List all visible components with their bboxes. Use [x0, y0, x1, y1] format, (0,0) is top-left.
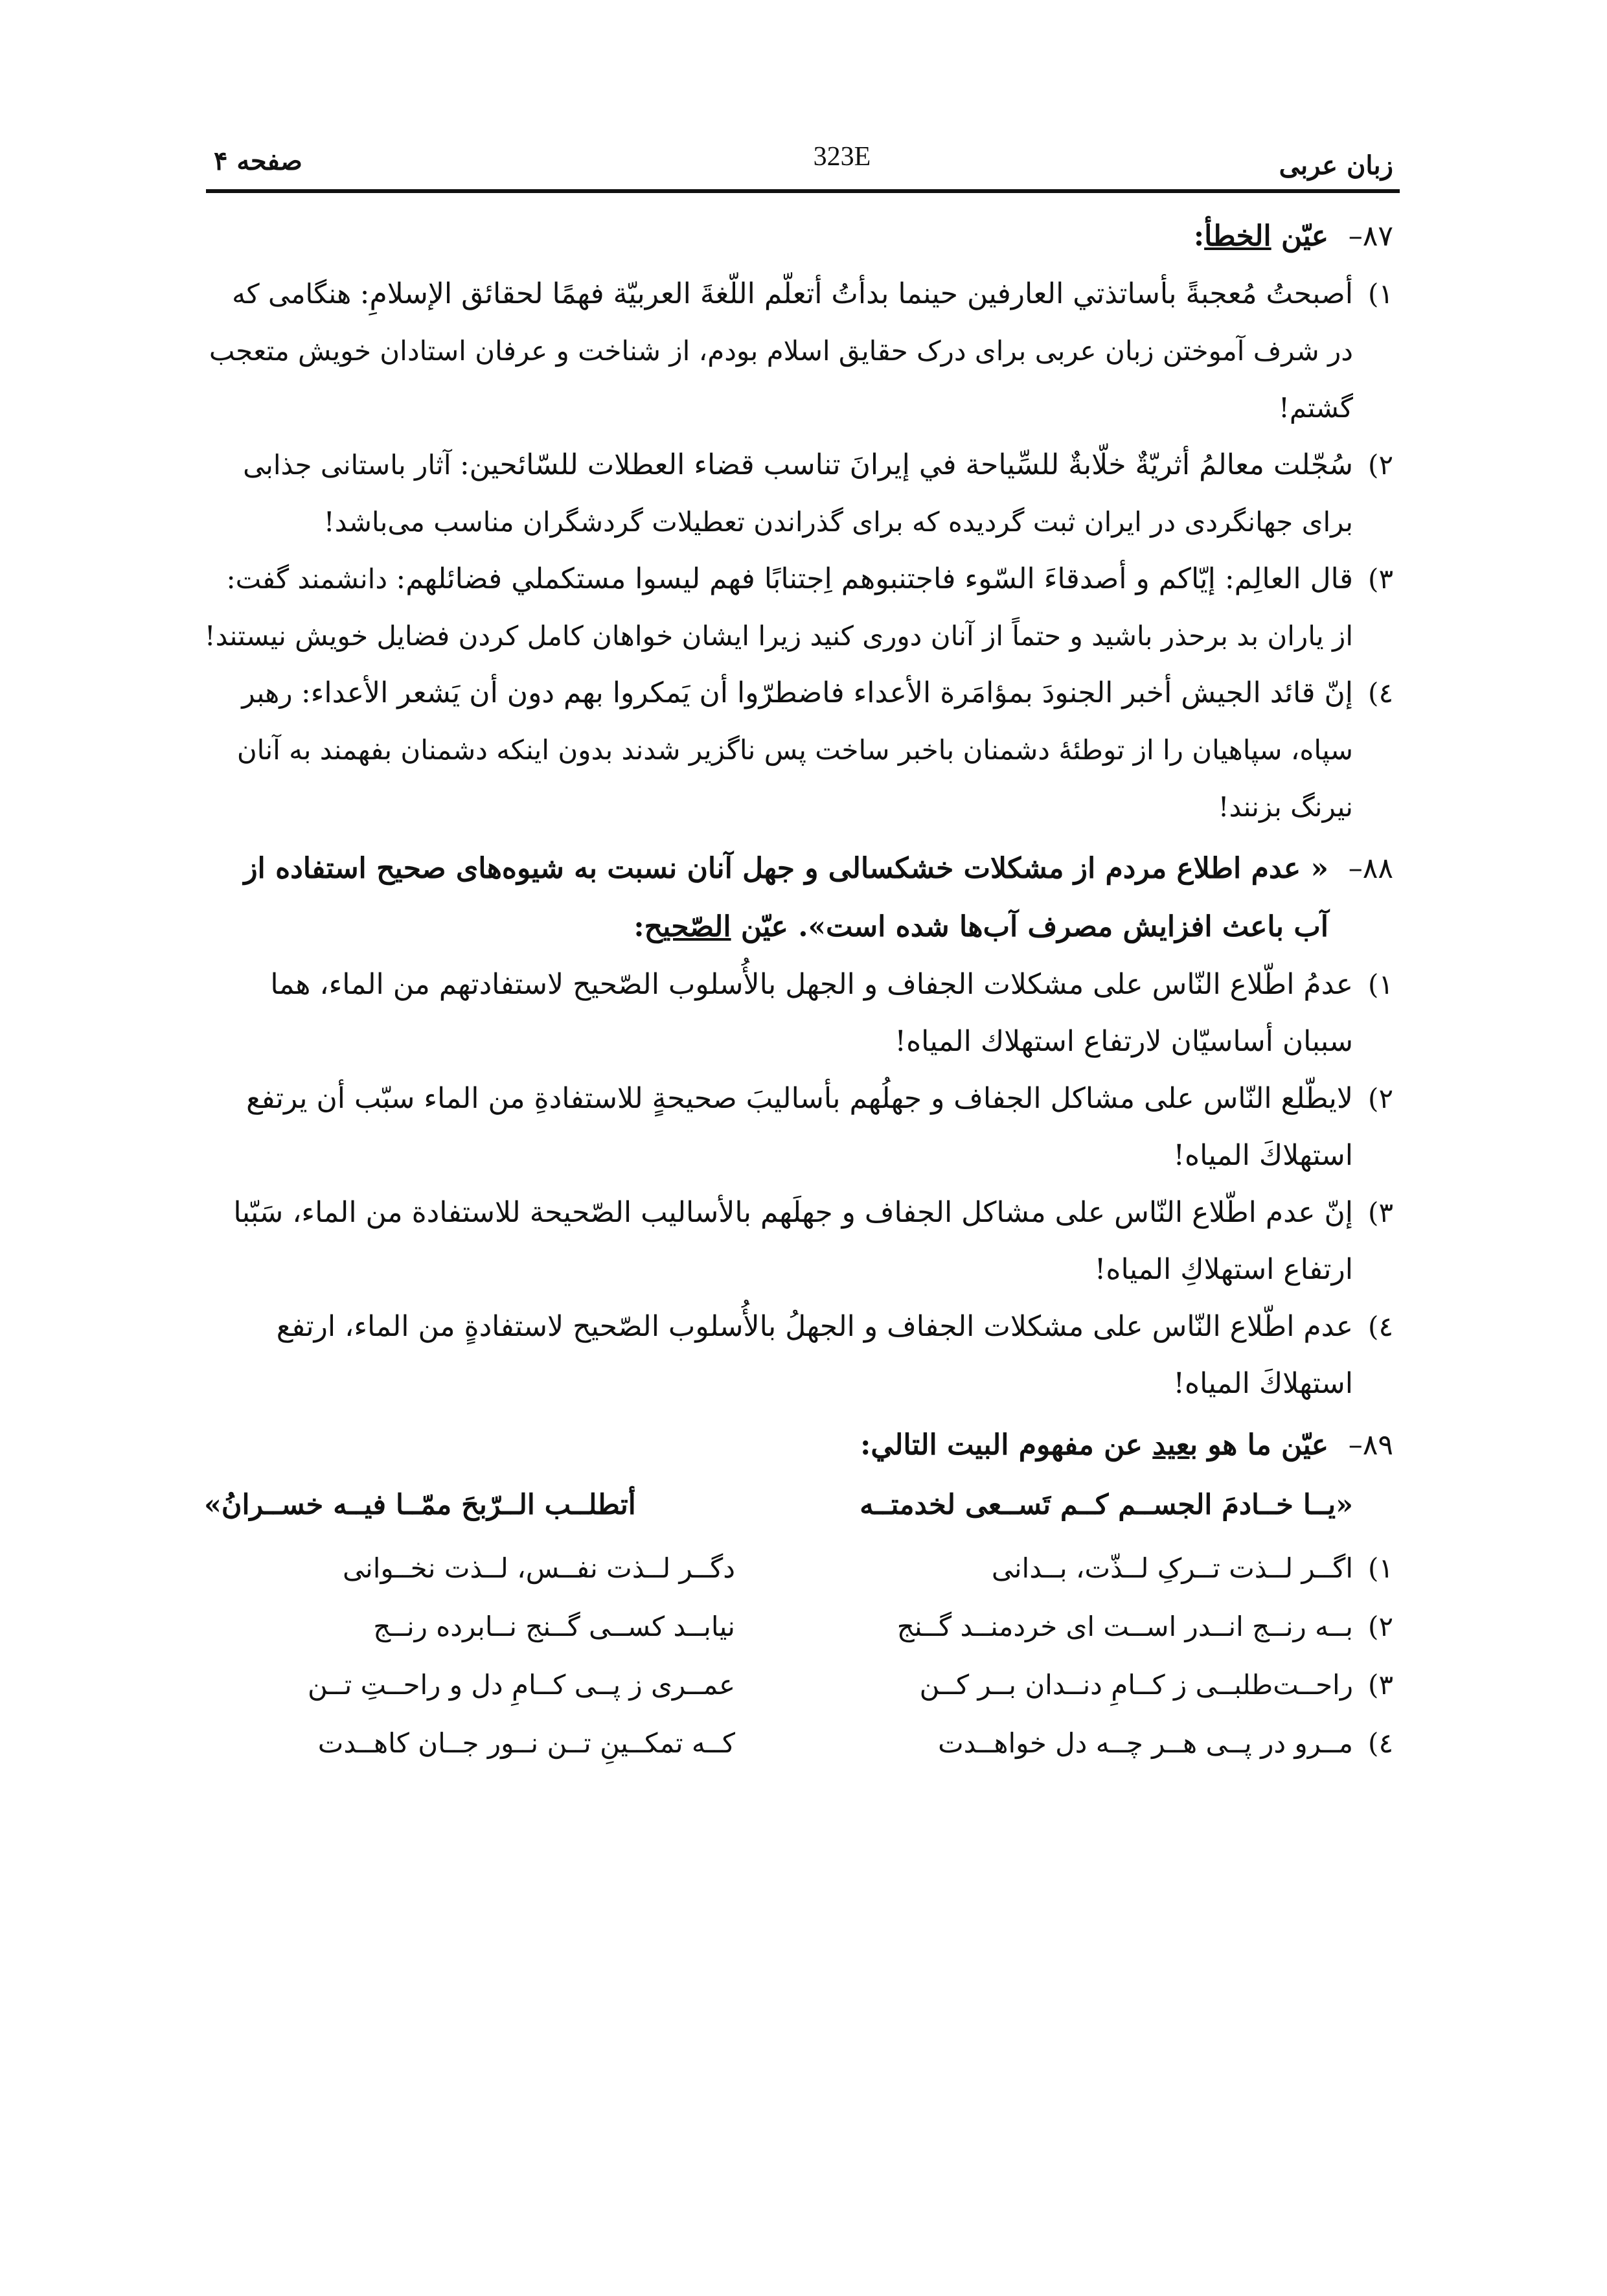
underlined-word: بعید: [1152, 1429, 1198, 1462]
underlined-word: الصّحیح: [644, 910, 731, 943]
option-number: ۳): [1368, 1669, 1393, 1701]
option-number: ۱): [1368, 1552, 1393, 1584]
option-arabic-text: إنّ قائد الجيش أخبر الجنودَ بمؤامَرة الأعداء فاضطرّوا أن يَمكروا بهم دون أن يَشعر الأعداء:: [301, 676, 1353, 709]
question-88-stem: ۸۸– « عدم اطلاع مردم از مشکلات خشکسالی و جهل آنان نسبت به شیوه‌های صحیح استفاده از آب باعث افزایش مصرف آب‌ها شده است». عیّن الصّحیح:: [204, 840, 1393, 956]
question-88-option-1[interactable]: [204, 956, 1393, 1070]
option-first-hemistich: مــرو در پــی هــر چــه دل خواهــدت: [938, 1727, 1353, 1759]
option-number: ٤): [1368, 1311, 1393, 1342]
question-89-options: [204, 1539, 1393, 1773]
option-number: ۳): [1368, 1197, 1393, 1228]
question-88-option-4[interactable]: [204, 1298, 1393, 1412]
question-87-option-1[interactable]: [204, 266, 1393, 437]
question-87-stem: ۸۷– عیّن الخطأ:: [204, 207, 1393, 266]
option-second-hemistich: نیابــد کســی گــنج نــابرده رنــج: [373, 1611, 735, 1642]
question-89-option-4[interactable]: [204, 1714, 1393, 1773]
question-87-option-3[interactable]: [204, 551, 1393, 665]
question-88-number: ۸۸–: [1348, 852, 1393, 885]
question-89-option-2[interactable]: [204, 1598, 1393, 1656]
option-number: ۲): [1368, 1611, 1393, 1642]
option-arabic-text: أصبحتُ مُعجبةً بأساتذتي العارفين حينما بدأتُ أتعلّم اللّغةَ العربيّة فهمًا لحقائق الإسلامِ:: [359, 277, 1353, 310]
header-subject: زبان عربی: [1279, 150, 1393, 181]
option-text: عدم اطّلاع النّاس على مشكلات الجفاف و الجهلُ بالأُسلوب الصّحيح لاستفادةٍ من الماء، ارتفع استهلاكَ المياه!: [276, 1310, 1353, 1400]
option-number: ٤): [1368, 1727, 1393, 1759]
option-text: إنّ عدم اطّلاع النّاس على مشاكل الجفاف و جهلَهم بالأساليب الصّحيحة للاستفادة من الماء، سَبّبا ارتفاع استهلاكِ المياه!: [233, 1196, 1353, 1286]
option-number: ۲): [1368, 1083, 1393, 1114]
question-89-number: ۸۹–: [1348, 1429, 1393, 1462]
header-code: 323E: [813, 142, 871, 172]
option-text: لايطّلع النّاس على مشاكل الجفاف و جهلُهم بأساليبَ صحيحةٍ للاستفادةِ من الماء سبّب أن يرتفع استهلاكَ المياه!: [246, 1082, 1353, 1172]
option-number: ۱): [1368, 969, 1393, 1000]
option-second-hemistich: دگــر لــذت نفــس، لــذت نخــوانی: [343, 1552, 735, 1584]
option-first-hemistich: اگــر لــذت تــرکِ لــذّت، بــدانی: [991, 1552, 1353, 1584]
question-88-option-2[interactable]: [204, 1070, 1393, 1184]
verse-second-hemistich: أتطلــب الــرّبحَ ممّــا فیــه خســرانُ»: [204, 1489, 636, 1521]
option-text: عدمُ اطّلاع النّاس على مشكلات الجفاف و الجهل بالأُسلوب الصّحيح لاستفادتهم من الماء، هما سببان أساسيّان لارتفاع استهلاك المياه!: [270, 968, 1353, 1058]
option-arabic-text: سُجّلت معالمُ أثريّةٌ خلّابةٌ للسِّياحة في إيرانَ تناسب قضاء العطلات للسّائحين:: [459, 448, 1353, 481]
header-rule: [206, 189, 1400, 193]
option-number: ۲): [1368, 449, 1393, 481]
option-number: ۳): [1368, 563, 1393, 595]
question-89-stem: ۸۹– عیّن ما هو بعید عن مفهوم البیت التالي:: [204, 1416, 1393, 1475]
option-first-hemistich: بــه رنــج انــدر اســت ای خردمنــد گــنج: [896, 1611, 1353, 1642]
header-page-number: صفحه ۴: [214, 146, 302, 176]
question-87-number: ۸۷–: [1348, 220, 1393, 253]
option-number: ۱): [1368, 278, 1393, 310]
option-second-hemistich: عمــری ز پــی کــامِ دل و راحــتِ تــن: [308, 1669, 735, 1701]
option-number: ٤): [1368, 677, 1393, 709]
option-persian-translation: دانشمند گفت: از یاران بد برحذر باشید و حتماً از آنان دوری کنید زیرا ایشان خواهان کامل کردن فضایل خویش نیستند!: [204, 563, 1353, 652]
option-arabic-text: قال العالِم: إيّاكم و أصدقاءَ السّوء فاجتنبوهم اِجتنابًا فهم ليسوا مستكملي فضائلهم:: [396, 562, 1353, 595]
question-89-option-3[interactable]: [204, 1656, 1393, 1714]
question-87-option-4[interactable]: [204, 665, 1393, 836]
option-first-hemistich: راحــت‌طلبــی ز کــامِ دنــدان بــر کــن: [919, 1669, 1353, 1701]
option-persian-translation: آثار باستانی جذابی برای جهانگردی در ایران ثبت گردیده که برای گذراندن تعطیلات گردشگران مناسب می‌باشد!: [243, 449, 1353, 538]
underlined-word: الخطأ: [1204, 220, 1271, 253]
question-87-option-2[interactable]: [204, 437, 1393, 551]
question-89-option-1[interactable]: [204, 1539, 1393, 1598]
questions: [204, 207, 1393, 1773]
option-persian-translation: هنگامی که در شرف آموختن زبان عربی برای درک حقایق اسلام بودم، از شناخت و عرفان استادان خویش متعجب گشتم!: [209, 278, 1353, 424]
verse-first-hemistich: «یــا خــادمَ الجســم کــم تَســعی لخدمتــه: [860, 1489, 1353, 1521]
option-second-hemistich: کــه تمکــینِ تــن نــور جــان کاهــدت: [317, 1727, 735, 1759]
option-persian-translation: رهبر سپاه، سپاهیان را از توطئهٔ دشمنان باخبر ساخت پس ناگزیر شدند بدون اینکه دشمنان بفهمند به آنان نیرنگ بزنند!: [236, 677, 1353, 823]
question-88-option-3[interactable]: [204, 1184, 1393, 1298]
question-89-verse: [204, 1476, 1393, 1534]
